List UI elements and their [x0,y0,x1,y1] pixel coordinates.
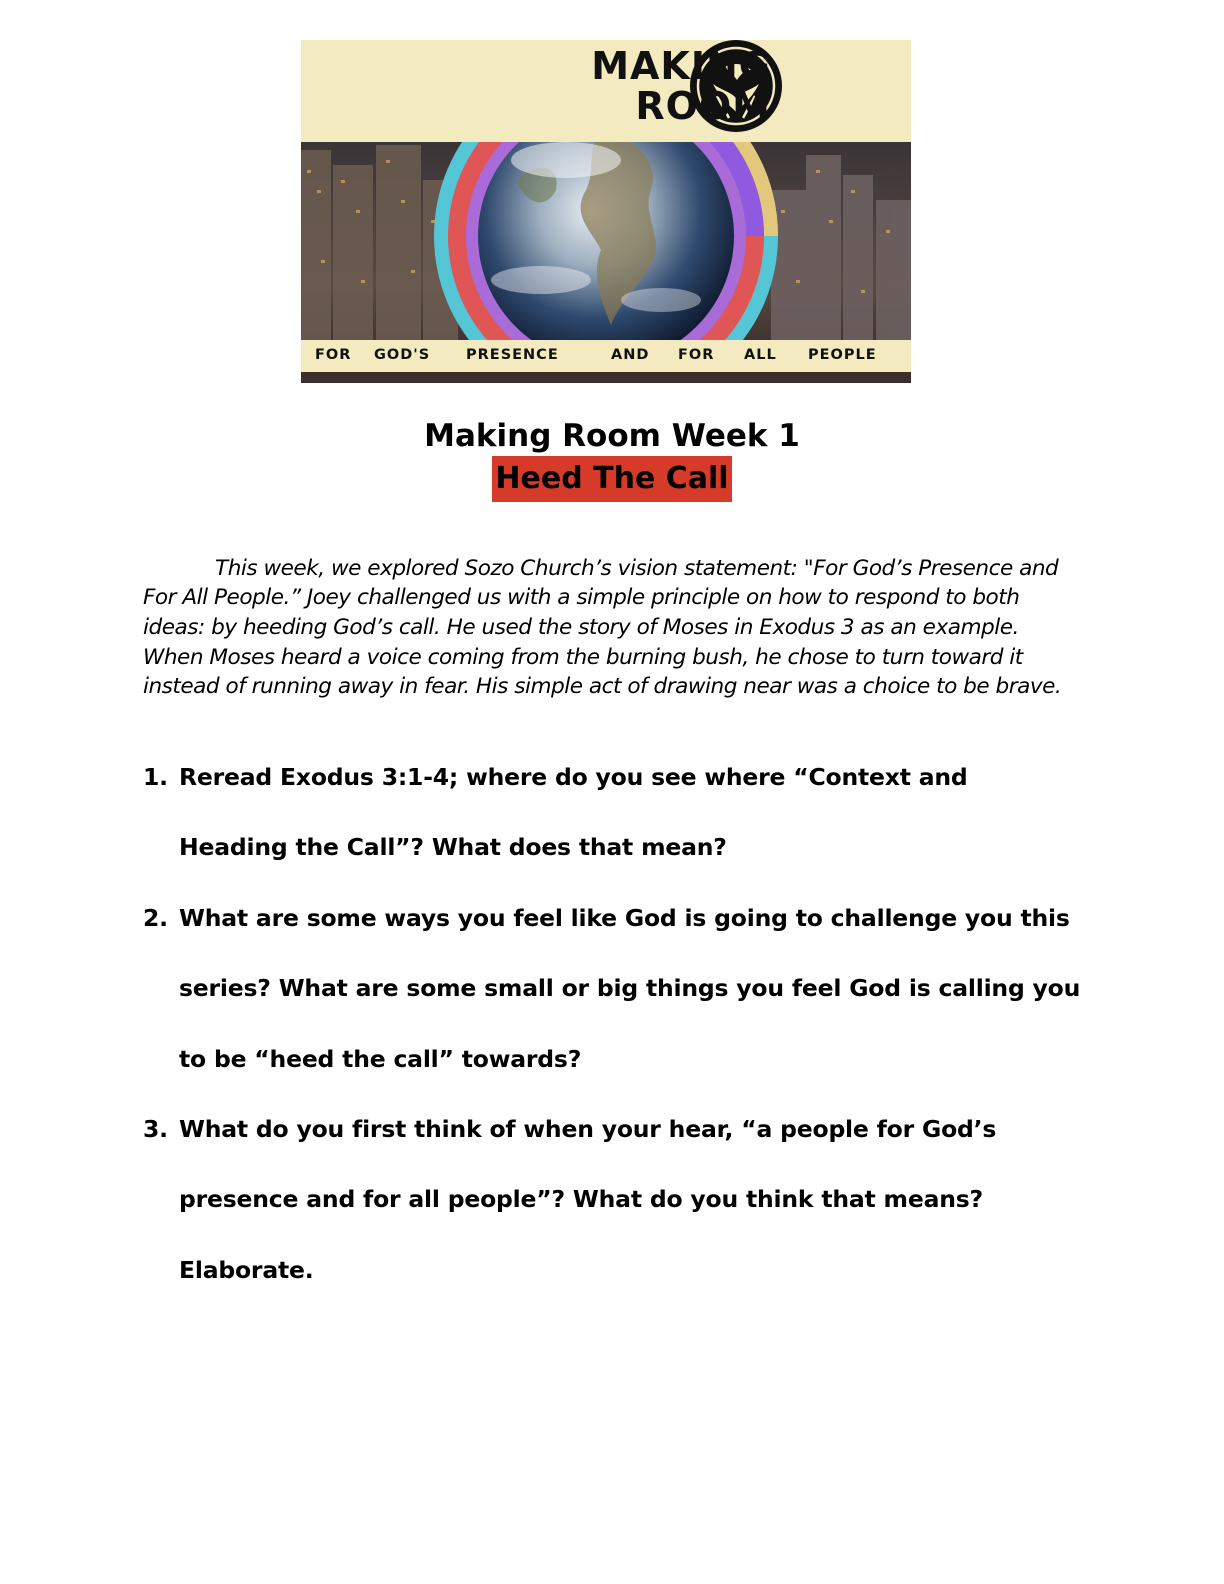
question-number: 1. [143,763,168,791]
banner-title-line1: MAKING [591,44,771,88]
question-item [143,1094,1083,1305]
tagline-word: ALL [744,347,777,363]
question-text: Reread Exodus 3:1-4; where do you see where “Context and Heading the Call”? What does that mean? [179,763,968,862]
page-subtitle: Heed The Call [492,456,731,502]
question-text: What are some ways you feel like God is going to challenge you this series? What are some small or big things you feel God is calling you to be “heed the call” towards? [179,903,1081,1073]
banner-image [301,40,911,383]
tagline-word: AND [611,347,650,363]
subtitle-wrapper [0,456,1224,502]
tagline-word: PRESENCE [466,347,559,363]
tagline-word: GOD'S [374,347,431,363]
tagline-word: PEOPLE [808,347,877,363]
question-text: What do you first think of when your hear, “a people for God’s presence and for all people”? What do you think that means? Elaborate. [179,1115,997,1284]
tagline-word: FOR [678,347,715,363]
banner-title [301,46,771,126]
page-title: Making Room Week 1 [424,418,800,454]
question-number: 3. [143,1115,168,1144]
question-item [143,883,1083,1094]
discussion-questions [143,742,1083,1305]
question-number: 2. [143,903,168,932]
banner-tagline [301,340,911,370]
banner-title-line2: ROOM [635,84,771,128]
tagline-word: FOR [315,347,352,363]
question-item [143,742,1083,883]
intro-paragraph: This week, we explored Sozo Church’s vision statement: "For God’s Presence and For All People.” Joey challenged us with a simple principle on how to respond to both ideas: by heeding God’s call. He used the story of Moses in Exodus 3 as an example. When Moses heard a voice coming from the burning bush, he chose to turn toward it instead of running away in fear. His simple act of drawing near was a choice to be brave. [143,555,1062,700]
